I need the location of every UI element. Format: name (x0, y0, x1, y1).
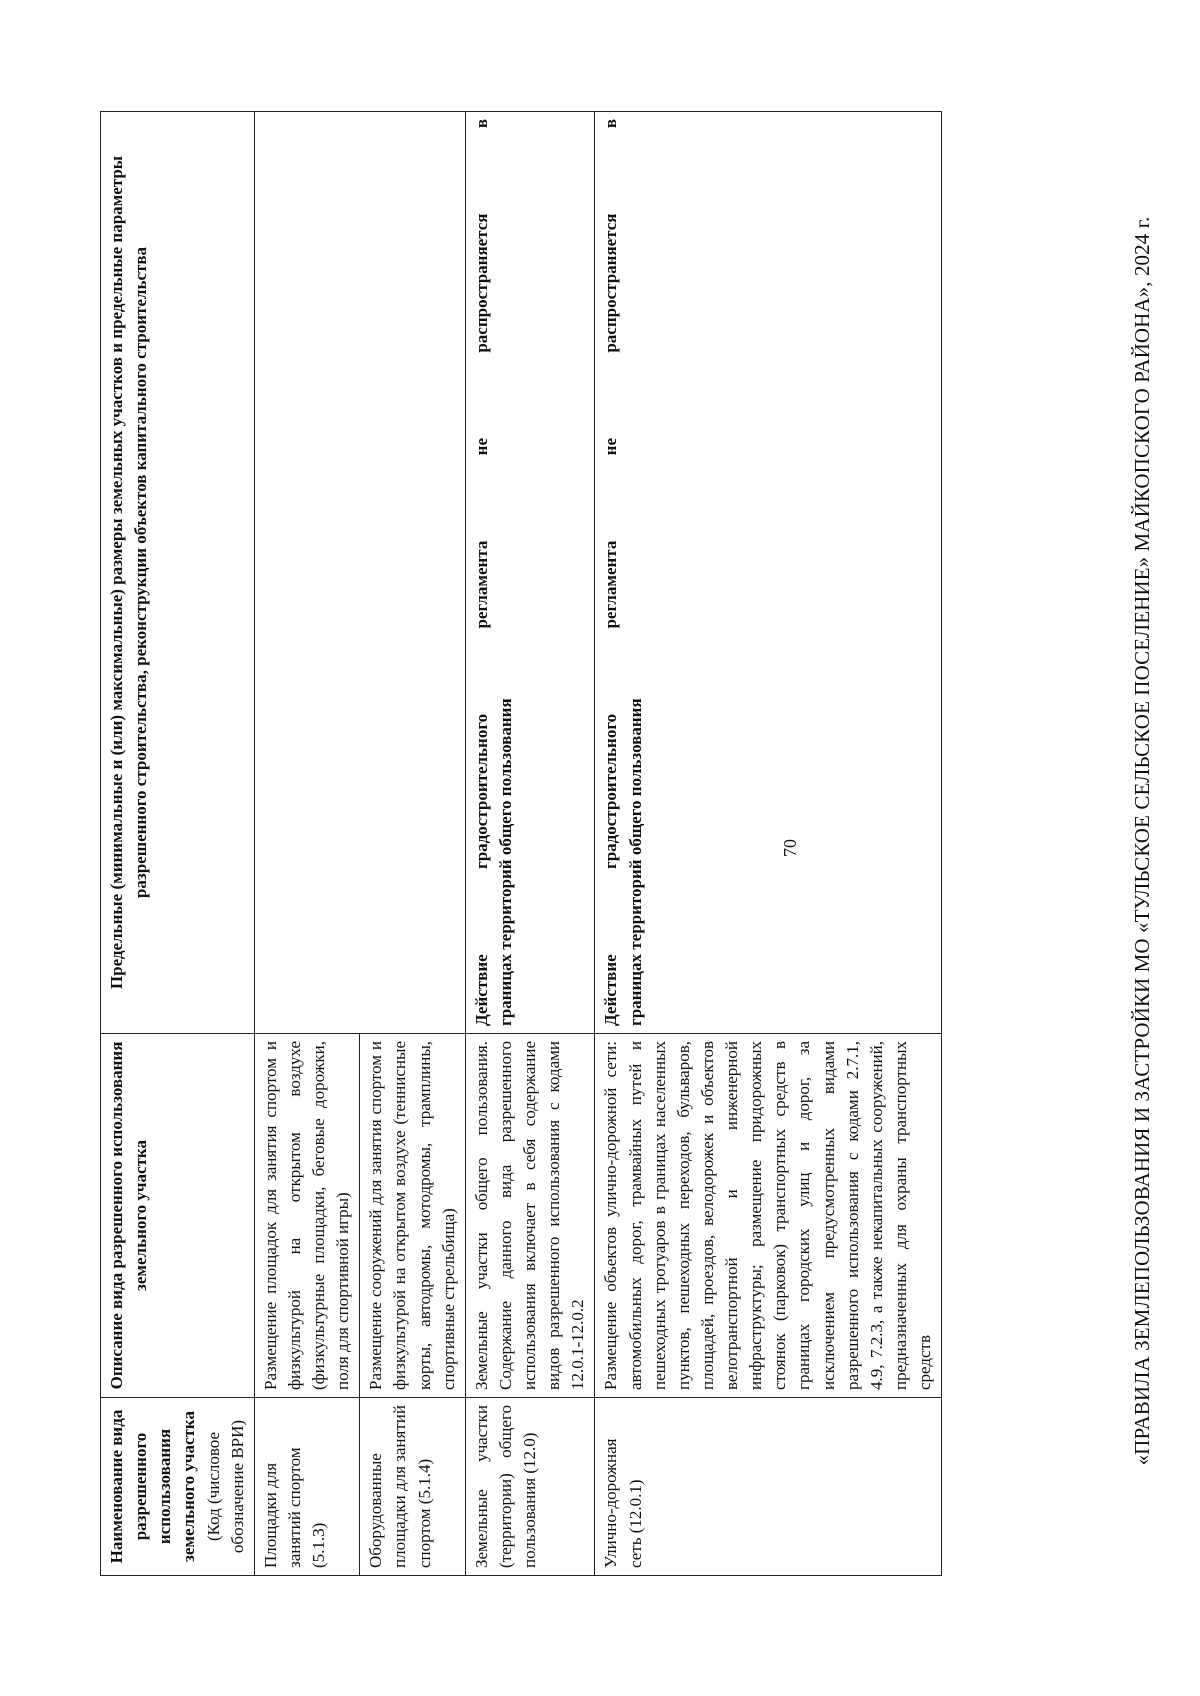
header-use-name (101, 1398, 255, 1576)
cell-parameters (465, 112, 595, 1034)
parameters-lead-text: Действие градостроительного регламента не распространяется в (471, 119, 491, 1026)
parameters-lead-text: Действие градостроительного регламента не распространяется в (601, 119, 621, 1026)
table-header-row (101, 112, 255, 1576)
table-row (465, 112, 595, 1576)
cell-use-description: Размещение сооружений для занятия спортом и физкультурой на открытом воздухе (теннисные корты, автодромы, мотодромы, трамплины, спортивные стрельбища) (360, 1034, 466, 1398)
header-use-name-sub: (Код (числовое обозначение ВРИ) (203, 1419, 247, 1554)
cell-use-name: Площадки для занятий спортом (5.1.3) (254, 1398, 360, 1576)
land-use-regulation-table (100, 111, 942, 1576)
parameters-rest-text: границах территорий общего пользования (625, 698, 645, 1026)
table-row (254, 112, 360, 1576)
cell-use-name: Оборудованные площадки для занятий спортом (5.1.4) (360, 1398, 466, 1576)
cell-use-name: Улично-дорожная сеть (12.0.1) (595, 1398, 942, 1576)
cell-parameters (595, 112, 942, 1034)
document-footer: «ПРАВИЛА ЗЕМЛЕПОЛЬЗОВАНИЯ И ЗАСТРОЙКИ МО «ТУЛЬСКОЕ СЕЛЬСКОЕ ПОСЕЛЕНИЕ» МАЙКОПСКОГО РАЙОНА», 2024 г. (1130, 216, 1154, 1466)
header-use-description: Описание вида разрешенного использования земельного участка (101, 1034, 255, 1398)
cell-use-description: Земельные участки общего пользования. Содержание данного вида разрешенного использования включает в себя содержание видов разрешенного использования с кодами 12.0.1-12.0.2 (465, 1034, 595, 1398)
header-use-name-text: Наименование вида разрешенного использования земельного участка (107, 1409, 199, 1564)
page-number: 70 (780, 839, 800, 857)
cell-use-description: Размещение площадок для занятия спортом и физкультурой на открытом воздухе (физкультурные площадки, беговые дорожки, поля для спортивной игры) (254, 1034, 360, 1398)
cell-use-name: Земельные участки (территории) общего пользования (12.0) (465, 1398, 595, 1576)
cell-use-description: Размещение объектов улично-дорожной сети: автомобильных дорог, трамвайных путей и пешеходных тротуаров в границах населенных пунктов, пешеходных переходов, бульваров, площадей, проездов, велодорожек и объектов велотранспортной и инженерной инфраструктуры; размещение придорожных стоянок (парковок) транспортных средств в границах городских улиц и дорог, за исключением предусмотренных видами разрешенного использования с кодами 2.7.1, 4.9, 7.2.3, а также некапитальных сооружений, предназначенных для охраны транспортных средств (595, 1034, 942, 1398)
parameters-rest-text: границах территорий общего пользования (495, 698, 515, 1026)
table-row (595, 112, 942, 1576)
header-parameters: Предельные (минимальные и (или) максимальные) размеры земельных участков и предельные параметры разрешенного строительства, реконструкции объектов капитального строительства (101, 112, 255, 1034)
cell-parameters (254, 112, 465, 1034)
